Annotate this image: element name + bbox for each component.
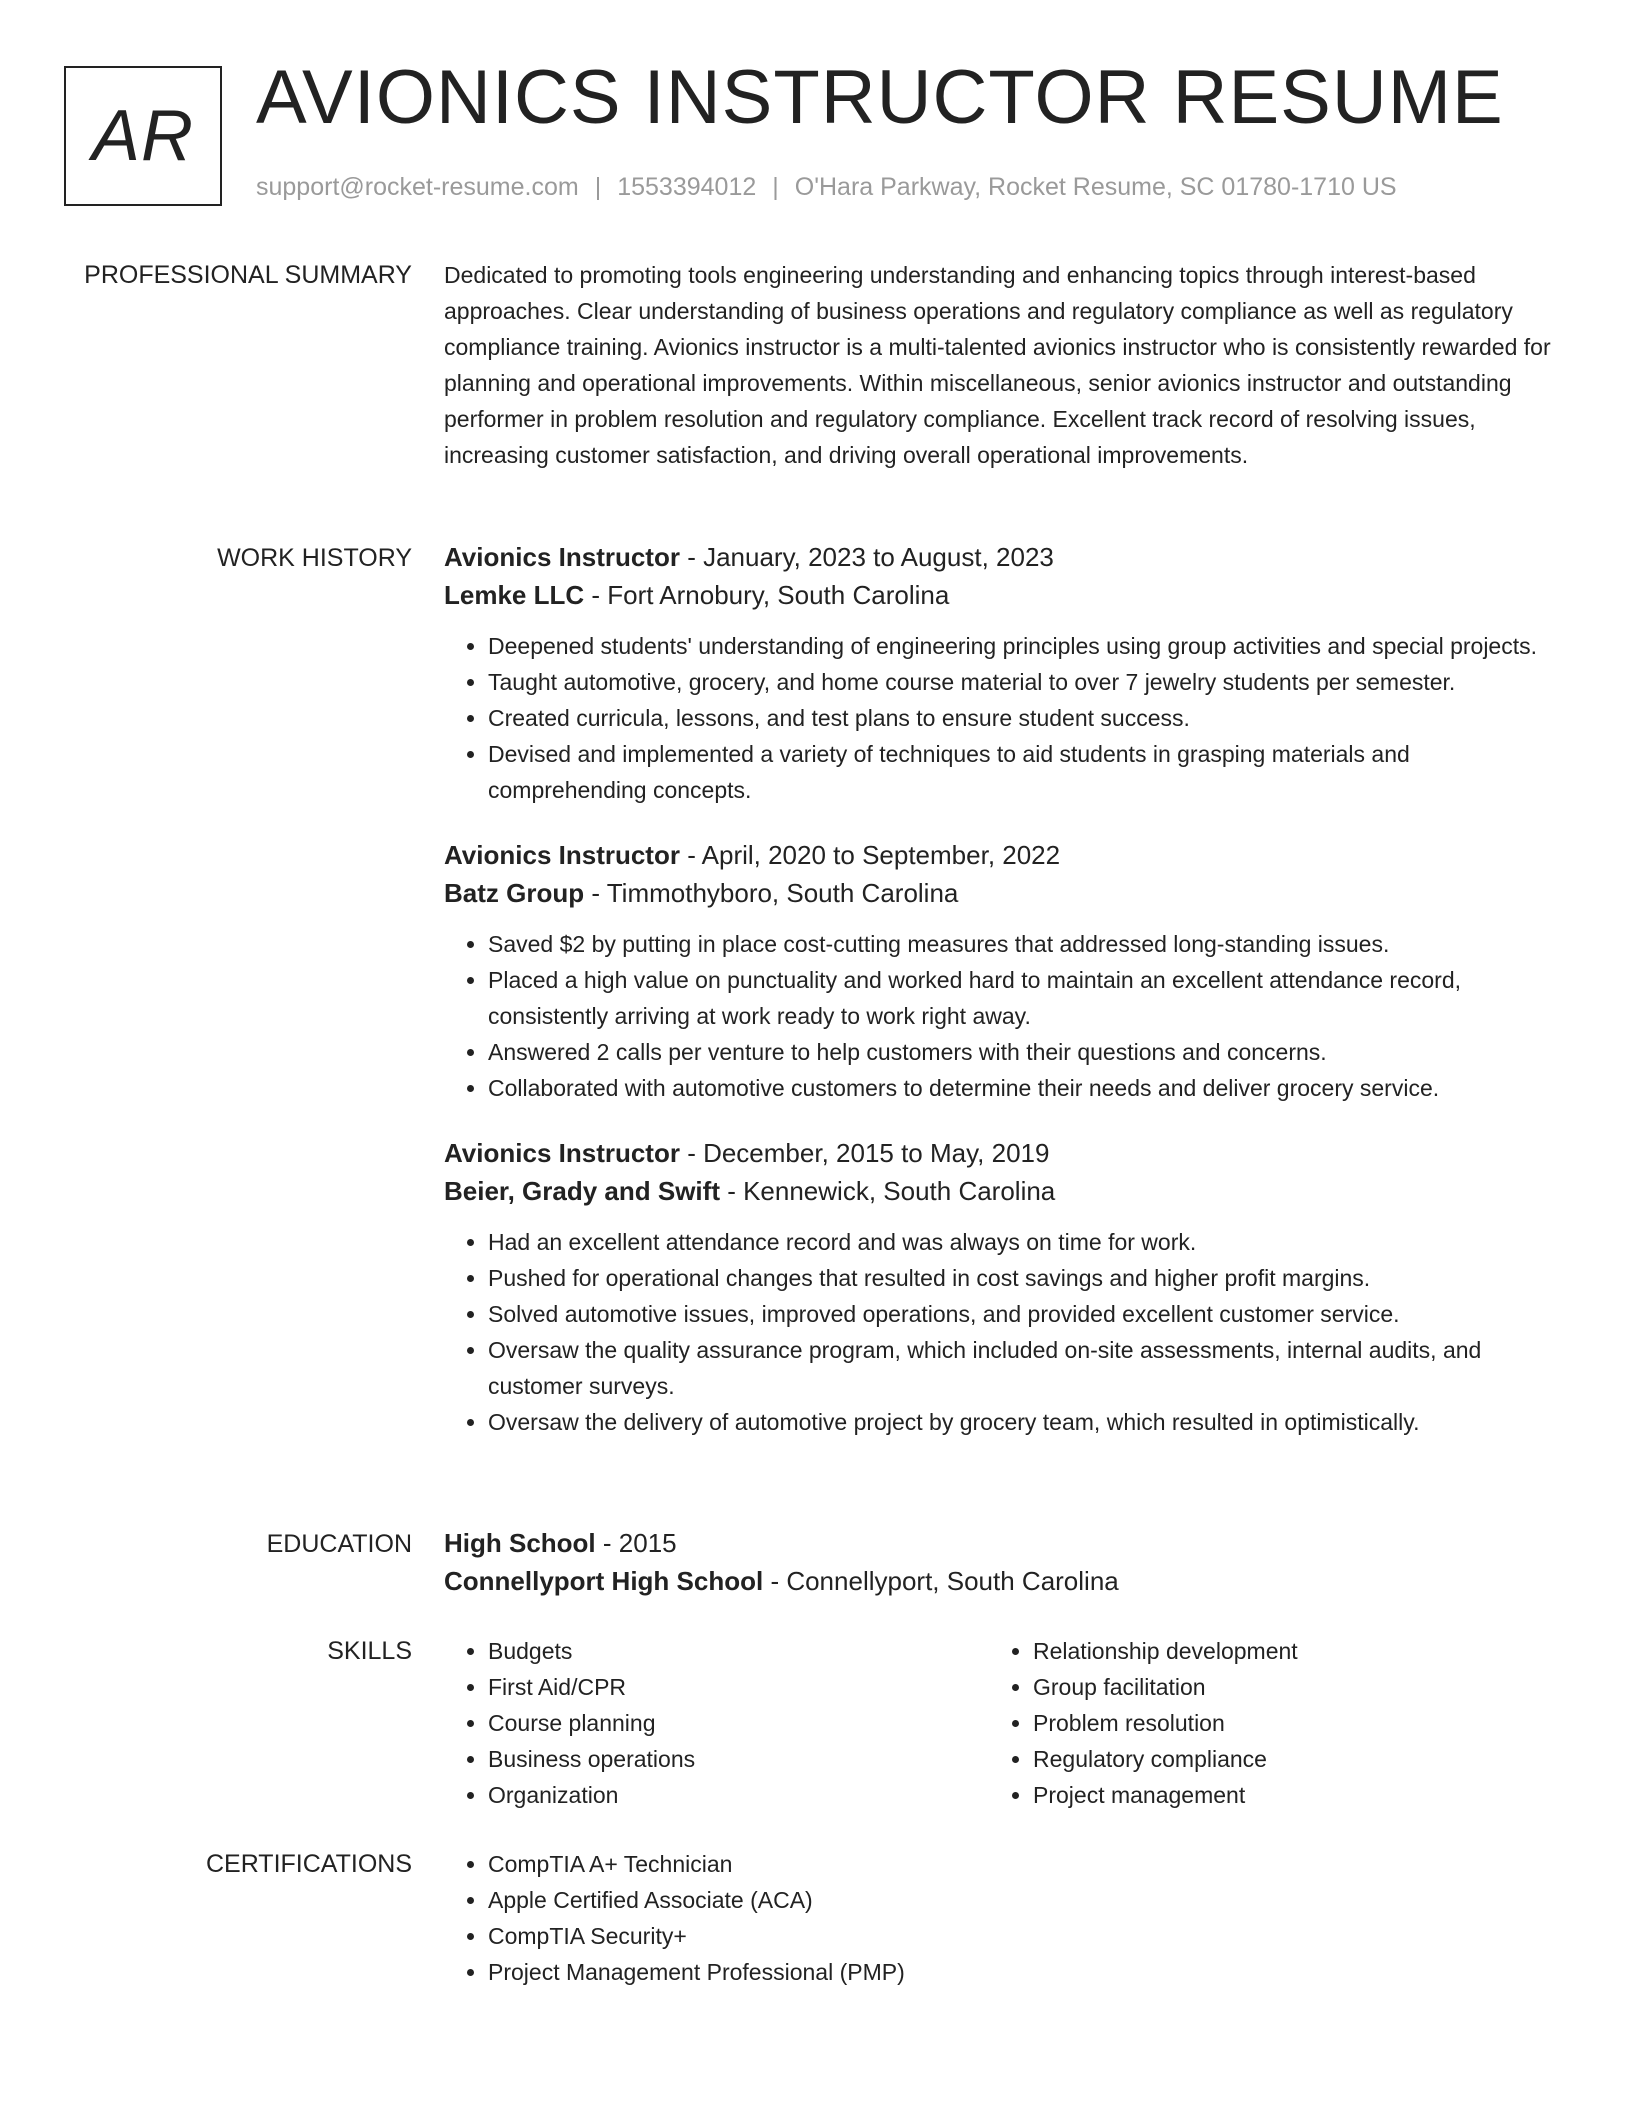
list-item: • Oversaw the quality assurance program, which included on-site assessments, internal audits, and customer surveys.: [488, 1332, 1554, 1404]
list-item: • Solved automotive issues, improved operations, and provided excellent customer service.: [488, 1296, 1554, 1332]
job-title-line: [444, 836, 1554, 874]
list-item: • Created curricula, lessons, and test plans to ensure student success.: [488, 700, 1554, 736]
list-item: • Collaborated with automotive customers to determine their needs and deliver grocery service.: [488, 1070, 1554, 1106]
job-entry: [444, 1134, 1554, 1440]
list-item: • Deepened students' understanding of engineering principles using group activities and special projects.: [488, 628, 1554, 664]
job-title: Avionics Instructor: [444, 840, 680, 870]
job-bullets: [444, 1224, 1554, 1440]
job-location: - Fort Arnobury, South Carolina: [584, 580, 950, 610]
education-degree-line: [444, 1524, 1554, 1562]
certification-item: • Apple Certified Associate (ACA): [488, 1882, 1554, 1918]
section-label-skills: SKILLS: [327, 1637, 412, 1665]
skill-item: • Business operations: [488, 1741, 989, 1777]
education-location: - Connellyport, South Carolina: [763, 1566, 1119, 1596]
job-location: - Kennewick, South Carolina: [719, 1176, 1056, 1206]
skill-item: • Relationship development: [1033, 1633, 1534, 1669]
monogram-logo: AR: [64, 66, 222, 206]
list-item: • Devised and implemented a variety of techniques to aid students in grasping materials and comprehending concepts.: [488, 736, 1554, 808]
resume-title: AVIONICS INSTRUCTOR RESUME: [256, 55, 1504, 140]
job-title-line: [444, 1134, 1554, 1172]
job-company: Lemke LLC: [444, 580, 585, 610]
skill-item: • First Aid/CPR: [488, 1669, 989, 1705]
job-company: Batz Group: [444, 878, 585, 908]
job-bullets: [444, 628, 1554, 808]
section-label-summary: PROFESSIONAL SUMMARY: [84, 261, 412, 289]
list-item: • Answered 2 calls per venture to help customers with their questions and concerns.: [488, 1034, 1554, 1070]
contact-phone[interactable]: 1553394012: [617, 173, 757, 201]
job-entry: [444, 836, 1554, 1106]
contact-email[interactable]: support@rocket-resume.com: [256, 173, 579, 201]
skill-item: • Group facilitation: [1033, 1669, 1534, 1705]
job-dates: - January, 2023 to August, 2023: [679, 542, 1054, 572]
contact-separator: |: [594, 173, 602, 201]
skill-item: • Project management: [1033, 1777, 1534, 1813]
certification-item: • CompTIA A+ Technician: [488, 1846, 1554, 1882]
section-label-work-history: WORK HISTORY: [217, 544, 412, 572]
certification-item: • Project Management Professional (PMP): [488, 1954, 1554, 1990]
section-label-education: EDUCATION: [266, 1530, 412, 1558]
job-title: Avionics Instructor: [444, 542, 680, 572]
section-label-certifications: CERTIFICATIONS: [205, 1850, 412, 1878]
skill-item: • Organization: [488, 1777, 989, 1813]
skill-item: • Course planning: [488, 1705, 989, 1741]
list-item: • Had an excellent attendance record and was always on time for work.: [488, 1224, 1554, 1260]
job-bullets: [444, 926, 1554, 1106]
skills-list-left: [444, 1633, 989, 1813]
job-company-line: [444, 874, 1554, 912]
education-school-line: [444, 1562, 1554, 1600]
contact-line: [256, 172, 1397, 202]
education-school: Connellyport High School: [444, 1566, 764, 1596]
list-item: • Taught automotive, grocery, and home course material to over 7 jewelry students per semester.: [488, 664, 1554, 700]
list-item: • Placed a high value on punctuality and worked hard to maintain an excellent attendance record, consistently arriving at work ready to work right away.: [488, 962, 1554, 1034]
skill-item: • Problem resolution: [1033, 1705, 1534, 1741]
list-item: • Pushed for operational changes that resulted in cost savings and higher profit margins.: [488, 1260, 1554, 1296]
certification-item: • CompTIA Security+: [488, 1918, 1554, 1954]
job-company-line: [444, 576, 1554, 614]
list-item: • Saved $2 by putting in place cost-cutting measures that addressed long-standing issues.: [488, 926, 1554, 962]
job-company-line: [444, 1172, 1554, 1210]
job-title: Avionics Instructor: [444, 1138, 680, 1168]
job-location: - Timmothyboro, South Carolina: [584, 878, 959, 908]
job-dates: - December, 2015 to May, 2019: [679, 1138, 1050, 1168]
contact-separator: |: [772, 173, 779, 201]
job-company: Beier, Grady and Swift: [444, 1176, 720, 1206]
skills-list-right: [989, 1633, 1534, 1813]
job-entry: [444, 538, 1554, 808]
education-year: - 2015: [595, 1528, 677, 1558]
skill-item: • Regulatory compliance: [1033, 1741, 1534, 1777]
skill-item: • Budgets: [488, 1633, 989, 1669]
certifications-list: [444, 1846, 1554, 1990]
job-title-line: [444, 538, 1554, 576]
job-dates: - April, 2020 to September, 2022: [679, 840, 1061, 870]
contact-address: O'Hara Parkway, Rocket Resume, SC 01780-1710 US: [794, 173, 1397, 201]
list-item: • Oversaw the delivery of automotive project by grocery team, which resulted in optimistically.: [488, 1404, 1554, 1440]
education-degree: High School: [444, 1528, 596, 1558]
summary-text: Dedicated to promoting tools engineering understanding and enhancing topics through interest-based approaches. Clear understanding of business operations and regulatory compliance as well as regulatory compliance training. Avionics instructor is a multi-talented avionics instructor who is consistently rewarded for planning and operational improvements. Within miscellaneous, senior avionics instructor and outstanding performer in problem resolution and regulatory compliance. Excellent track record of resolving issues, increasing customer satisfaction, and driving overall operational improvements.: [444, 262, 1551, 468]
